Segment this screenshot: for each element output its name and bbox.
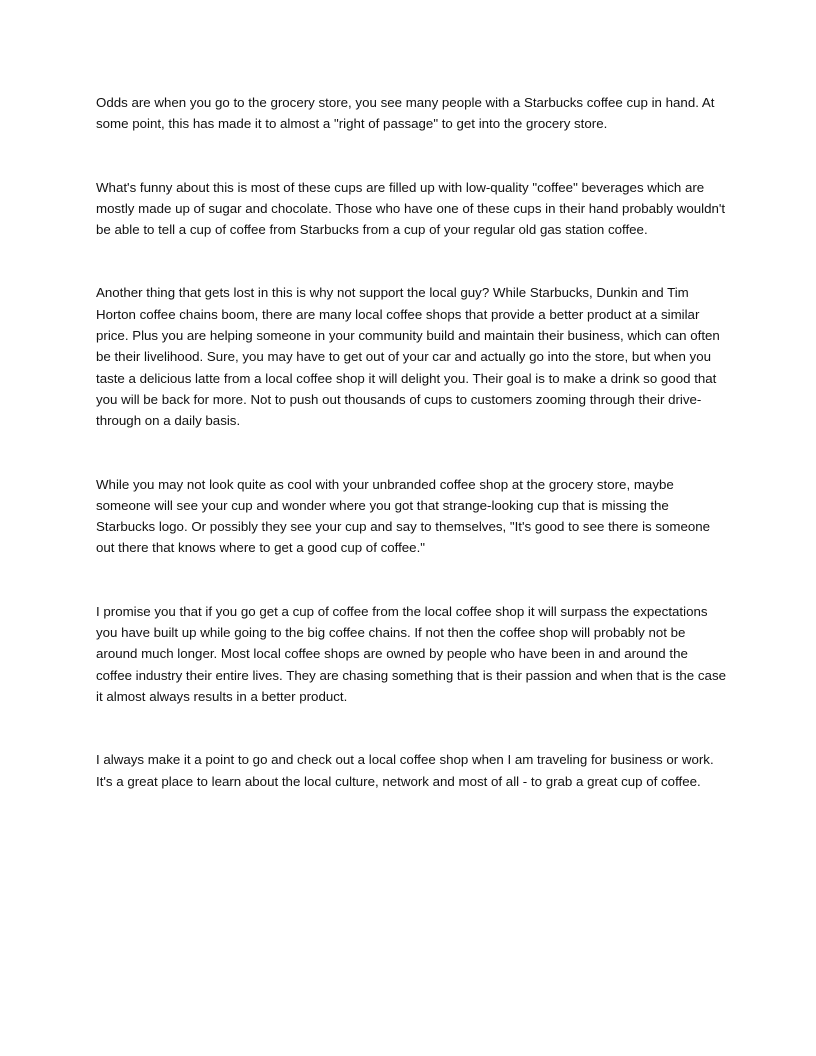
document-body <box>96 92 726 792</box>
paragraph-2: What's funny about this is most of these cups are filled up with low-quality "coffee" beverages which are mostly made up of sugar and chocolate. Those who have one of these cups in their hand probably wouldn't be able to tell a cup of coffee from Starbucks from a cup of your regular old gas station coffee. <box>96 179 726 238</box>
paragraph-4: While you may not look quite as cool with your unbranded coffee shop at the grocery store, maybe someone will see your cup and wonder where you got that strange-looking cup that is missing the Starbucks logo. Or possibly they see your cup and say to themselves, "It's good to see there is someone out there that knows where to get a good cup of coffee." <box>96 476 711 556</box>
paragraph-6: I always make it a point to go and check out a local coffee shop when I am traveling for business or work. It's a great place to learn about the local culture, network and most of all - to grab a great cup of coffee. <box>96 752 714 789</box>
paragraph-1: Odds are when you go to the grocery store, you see many people with a Starbucks coffee cup in hand. At some point, this has made it to almost a "right of passage" to get into the grocery store. <box>96 95 715 132</box>
paragraph-3: Another thing that gets lost in this is why not support the local guy? While Starbucks, Dunkin and Tim Horton coffee chains boom, there are many local coffee shops that provide a better product at a similar price. Plus you are helping someone in your community build and maintain their business, which can often be their livelihood. Sure, you may have to get out of your car and actually go into the store, but when you taste a delicious latte from a local coffee shop it will delight you. Their goal is to make a drink so good that you will be back for more. Not to push out thousands of cups to customers zooming through their drive-through on a daily basis. <box>96 285 720 429</box>
paragraph-5: I promise you that if you go get a cup of coffee from the local coffee shop it will surpass the expectations you have built up while going to the big coffee chains. If not then the coffee shop will probably not be around much longer. Most local coffee shops are owned by people who have been in and around the coffee industry their entire lives. They are chasing something that is their passion and when that is the case it almost always results in a better product. <box>96 603 726 704</box>
